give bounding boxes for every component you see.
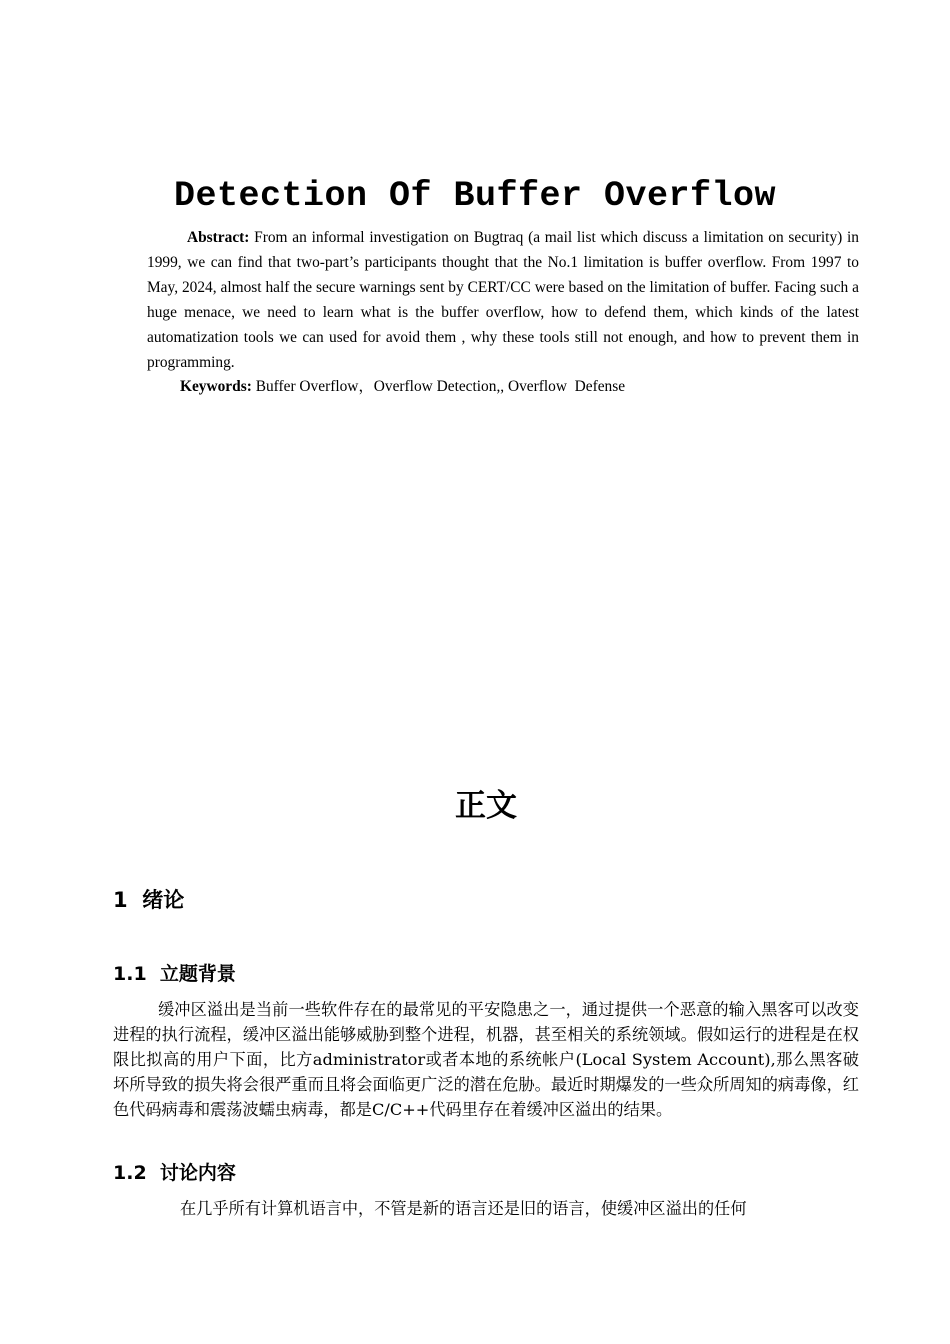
keywords-text: Buffer Overflow，Overflow Detection,, Overflow Defense bbox=[255, 378, 626, 395]
section-1-heading: 1 绪论 bbox=[113, 888, 185, 912]
section-1-2-heading: 1.2 讨论内容 bbox=[113, 1162, 236, 1184]
keywords-label: Keywords: bbox=[180, 378, 252, 395]
main-body-heading: 正文 bbox=[455, 788, 517, 824]
abstract-text: From an informal investigation on Bugtraq (a mail list which discuss a limitation on security) in 1999, we can find that two-part’s participants thought that the No.1 limitation is buffer overflow. From 1997 to May, 2024, almost half the secure warnings sent by CERT/CC were based on the limitation of buffer. Facing such a huge menace, we need to learn what is the buffer overflow, how to defend them, which kinds of the latest automatization tools we can used for avoid them , why these tools still not enough, and how to prevent them in programming. bbox=[147, 229, 859, 371]
section-1-1-paragraph: 缓冲区溢出是当前一些软件存在的最常见的平安隐患之一，通过提供一个恶意的输入黑客可以改变进程的执行流程，缓冲区溢出能够威胁到整个进程，机器，甚至相关的系统领域。假如运行的进程是在权限比拟高的用户下面，比方administrator或者本地的系统帐户(Local System Account),那么黑客破坏所导致的损失将会很严重而且将会面临更广泛的潜在危胁。最近时期爆发的一些众所周知的病毒像，红色代码病毒和震荡波蠕虫病毒，都是C/C++代码里存在着缓冲区溢出的结果。 bbox=[113, 1000, 859, 1119]
keywords-line bbox=[180, 375, 860, 399]
section-1-2-paragraph: 在几乎所有计算机语言中，不管是新的语言还是旧的语言，使缓冲区溢出的任何 bbox=[180, 1199, 747, 1218]
abstract-label: Abstract: bbox=[187, 229, 250, 246]
document-title: Detection Of Buffer Overflow bbox=[173, 176, 777, 216]
section-1-1-heading: 1.1 立题背景 bbox=[113, 963, 236, 985]
abstract-paragraph bbox=[147, 225, 859, 375]
